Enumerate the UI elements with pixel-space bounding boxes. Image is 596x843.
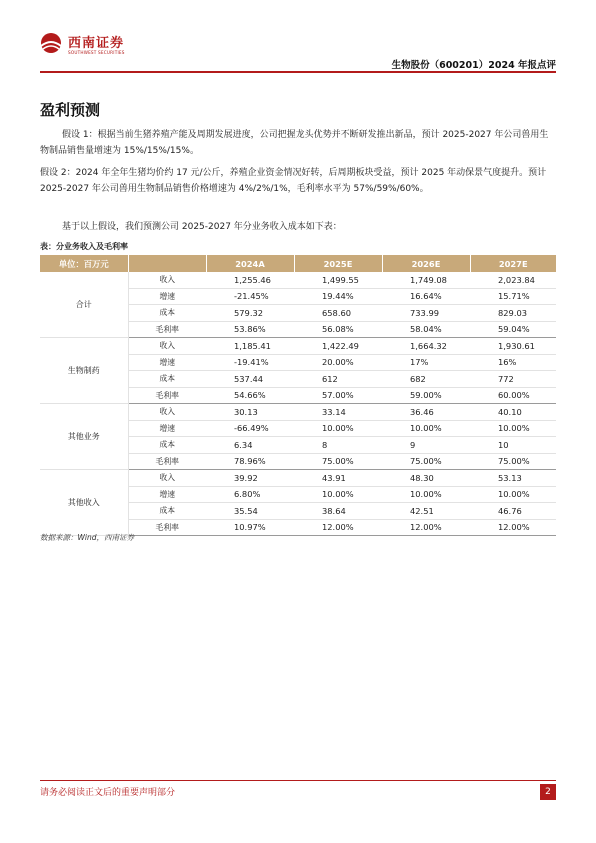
table-cell: 12.00%	[294, 519, 382, 536]
metric-label: 毛利率	[128, 453, 206, 470]
table-cell: 75.00%	[294, 453, 382, 470]
table-cell: 1,255.46	[206, 272, 294, 288]
table-cell: 772	[470, 371, 556, 388]
table-cell: 10.00%	[470, 420, 556, 437]
table-row	[40, 404, 556, 421]
table-cell: 10	[470, 437, 556, 454]
table-cell: 58.04%	[382, 321, 470, 338]
assumption-paragraph-1: 假设 1：根据当前生猪养殖产能及周期发展进度，公司把握龙头优势并不断研发推出新品，预计 2025-2027 年公司兽用生物制品销售量增速为 15%/15%/15%。	[40, 130, 549, 156]
data-source-note: 数据来源：Wind，西南证券	[40, 533, 135, 542]
metric-label: 收入	[128, 404, 206, 421]
metric-label: 成本	[128, 371, 206, 388]
header-2024a: 2024A	[206, 255, 294, 272]
metric-label: 毛利率	[128, 519, 206, 536]
table-cell: 57.00%	[294, 387, 382, 404]
table-cell: 6.34	[206, 437, 294, 454]
table-cell: 1,422.49	[294, 338, 382, 355]
table-cell: 56.08%	[294, 321, 382, 338]
table-caption: 表：分业务收入及毛利率	[40, 242, 128, 251]
table-cell: 2,023.84	[470, 272, 556, 288]
header-2025e: 2025E	[294, 255, 382, 272]
table-cell: 12.00%	[470, 519, 556, 536]
metric-label: 成本	[128, 503, 206, 520]
table-row	[40, 338, 556, 355]
table-cell: 1,749.08	[382, 272, 470, 288]
metric-label: 增速	[128, 288, 206, 305]
table-cell: 10.00%	[382, 486, 470, 503]
table-cell: 12.00%	[382, 519, 470, 536]
table-cell: 16%	[470, 354, 556, 371]
sun-logo-icon	[38, 32, 64, 54]
table-cell: 36.46	[382, 404, 470, 421]
table-cell: 10.00%	[382, 420, 470, 437]
table-cell: 733.99	[382, 305, 470, 322]
table-cell: 10.00%	[294, 486, 382, 503]
report-title: 生物股份（600201）2024 年报点评	[391, 60, 556, 71]
table-cell: 537.44	[206, 371, 294, 388]
metric-label: 增速	[128, 420, 206, 437]
table-cell: 8	[294, 437, 382, 454]
table-cell: 682	[382, 371, 470, 388]
table-row	[40, 272, 556, 288]
metric-label: 成本	[128, 305, 206, 322]
group-label: 其他业务	[40, 404, 128, 470]
table-cell: 39.92	[206, 470, 294, 487]
metric-label: 增速	[128, 354, 206, 371]
table-cell: 658.60	[294, 305, 382, 322]
assumption-paragraph-2: 假设 2：2024 年全年生猪均价约 17 元/公斤，养殖企业资金情况好转，后周期板块受益，预计 2025 年动保景气度提升。预计 2025-2027 年公司兽用生物制品销售价格增速为 4%/2%/1%，毛利率水平为 57%/59%/60%。	[40, 168, 547, 194]
logo-english-name: SOUTHWEST SECURITIES	[68, 50, 125, 55]
table-cell: 1,930.61	[470, 338, 556, 355]
table-cell: 1,664.32	[382, 338, 470, 355]
table-cell: 43.91	[294, 470, 382, 487]
metric-label: 成本	[128, 437, 206, 454]
header-divider	[40, 71, 556, 73]
table-cell: 53.86%	[206, 321, 294, 338]
table-cell: 6.80%	[206, 486, 294, 503]
table-cell: 35.54	[206, 503, 294, 520]
table-cell: 15.71%	[470, 288, 556, 305]
table-cell: 46.76	[470, 503, 556, 520]
table-cell: 53.13	[470, 470, 556, 487]
table-cell: 10.00%	[470, 486, 556, 503]
metric-label: 毛利率	[128, 387, 206, 404]
table-cell: 20.00%	[294, 354, 382, 371]
table-cell: 1,185.41	[206, 338, 294, 355]
table-cell: -19.41%	[206, 354, 294, 371]
table-cell: 10.00%	[294, 420, 382, 437]
table-cell: 42.51	[382, 503, 470, 520]
table-cell: 30.13	[206, 404, 294, 421]
table-header-row	[40, 255, 556, 272]
metric-label: 增速	[128, 486, 206, 503]
table-cell: 48.30	[382, 470, 470, 487]
metric-label: 收入	[128, 338, 206, 355]
metric-label: 收入	[128, 470, 206, 487]
table-cell: 54.66%	[206, 387, 294, 404]
table-cell: 40.10	[470, 404, 556, 421]
section-title: 盈利预测	[40, 101, 101, 119]
header-2027e: 2027E	[470, 255, 556, 272]
footer-disclaimer: 请务必阅读正文后的重要声明部分	[40, 788, 176, 798]
table-cell: -21.45%	[206, 288, 294, 305]
table-cell: -66.49%	[206, 420, 294, 437]
header-metric	[128, 255, 206, 272]
table-row	[40, 470, 556, 487]
table-cell: 829.03	[470, 305, 556, 322]
footer-divider	[40, 780, 556, 781]
metric-label: 毛利率	[128, 321, 206, 338]
group-label: 合计	[40, 272, 128, 338]
table-cell: 78.96%	[206, 453, 294, 470]
table-cell: 75.00%	[382, 453, 470, 470]
table-cell: 10.97%	[206, 519, 294, 536]
table-cell: 16.64%	[382, 288, 470, 305]
logo-chinese-name: 西南证券	[68, 36, 125, 51]
group-label: 生物制药	[40, 338, 128, 404]
table-cell: 19.44%	[294, 288, 382, 305]
table-cell: 579.32	[206, 305, 294, 322]
table-cell: 59.04%	[470, 321, 556, 338]
table-cell: 59.00%	[382, 387, 470, 404]
table-cell: 1,499.55	[294, 272, 382, 288]
table-cell: 9	[382, 437, 470, 454]
group-label: 其他收入	[40, 470, 128, 536]
business-forecast-table	[40, 255, 556, 536]
table-cell: 612	[294, 371, 382, 388]
table-cell: 75.00%	[470, 453, 556, 470]
table-cell: 60.00%	[470, 387, 556, 404]
table-cell: 17%	[382, 354, 470, 371]
header-unit: 单位：百万元	[40, 255, 128, 272]
page-number: 2	[540, 784, 556, 800]
company-logo	[38, 30, 158, 60]
header-2026e: 2026E	[382, 255, 470, 272]
metric-label: 收入	[128, 272, 206, 288]
table-cell: 33.14	[294, 404, 382, 421]
summary-paragraph: 基于以上假设，我们预测公司 2025-2027 年分业务收入成本如下表：	[62, 222, 342, 232]
table-cell: 38.64	[294, 503, 382, 520]
